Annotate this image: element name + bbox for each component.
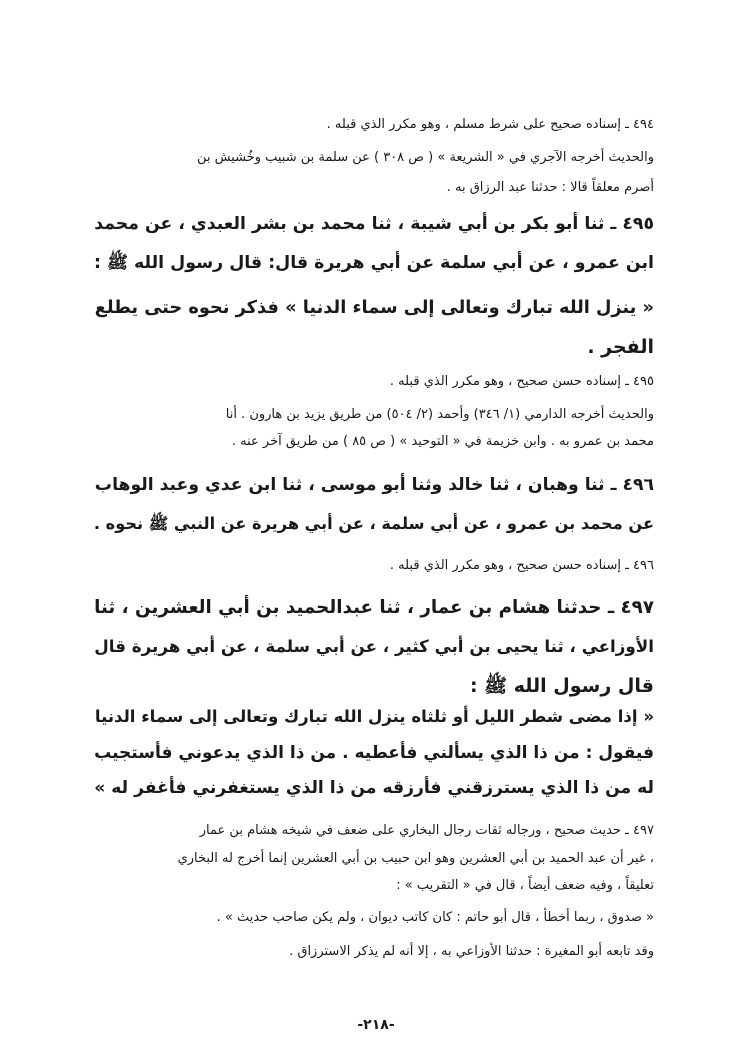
footnote-497-line-5: وقد تابعه أبو المغيرة : حدثنا الأوزاعي به ، إلا أنه لم يذكر الاسترزاق . [289,944,654,959]
hadith-496-line-2: عن محمد بن عمرو ، عن أبي سلمة ، عن أبي هريرة عن النبي ﷺ نحوه . [93,514,654,533]
footnote-494-line-2: والحديث أخرجه الآجري في « الشريعة » ( ص ٣٠٨ ) عن سلمة بن شبيب وخُشيش بن [196,150,654,165]
hadith-495-line-3: « ينزل الله تبارك وتعالى إلى سماء الدنيا » فذكر نحوه حتى يطلع [94,298,654,318]
footnote-497-line-4: « صدوق ، ربما أخطأ ، قال أبو حاتم : كان كاتب ديوان ، ولم يكن صاحب حديث » . [216,910,654,925]
hadith-495-line-4: الفجر . [587,336,654,358]
hadith-497-line-1: ٤٩٧ ـ حدثنا هشام بن عمار ، ثنا عبدالحميد بن أبي العشرين ، ثنا [94,597,654,618]
hadith-497-line-2: الأوزاعي ، ثنا يحيى بن أبي كثير ، عن أبي سلمة ، عن أبي هريرة قال [94,636,654,656]
footnote-495-line-2: والحديث أخرجه الدارمي (١/ ٣٤٦) وأحمد (٢/ ٥٠٤) من طريق يزيد بن هارون . أنا [225,407,654,422]
footnote-497-line-1: ٤٩٧ ـ حديث صحيح ، ورجاله ثقات رجال البخاري على ضعف في شيخه هشام بن عمار [199,823,654,838]
footnote-494-line-1: ٤٩٤ ـ إسناده صحيح على شرط مسلم ، وهو مكرر الذي قبله . [326,117,654,132]
footnote-496-line-1: ٤٩٦ ـ إسناده حسن صحيح ، وهو مكرر الذي قبله . [389,558,654,573]
hadith-497-line-5: فيقول : من ذا الذي يسألني فأعطيه . من ذا الذي يدعوني فأستجيب [94,743,654,763]
hadith-495-line-2: ابن عمرو ، عن أبي سلمة عن أبي هريرة قال: قال رسول الله ﷺ : [94,253,654,273]
hadith-497-line-3: قال رسول الله ﷺ : [469,675,654,697]
hadith-496-line-1: ٤٩٦ ـ ثنا وهبان ، ثنا خالد وثنا أبو موسى ، ثنا ابن عدي وعبد الوهاب [94,475,654,495]
footnote-497-line-3: تعليقاً ، وفيه ضعف أيضاً ، قال في « التقريب » : [396,878,654,893]
footnote-495-line-3: محمد بن عمرو به . وابن خزيمة في « التوحيد » ( ص ٨٥ ) من طريق آخر عنه . [231,434,654,449]
footnote-497-line-2: ، غير أن عبد الحميد بن أبي العشرين وهو ابن حبيب بن أبي العشرين إنما أخرج له البخاري [177,851,654,866]
hadith-495-line-1: ٤٩٥ ـ ثنا أبو بكر بن أبي شيبة ، ثنا محمد بن بشر العبدي ، عن محمد [94,214,654,234]
hadith-497-line-4: « إذا مضى شطر الليل أو ثلثاه ينزل الله تبارك وتعالى إلى سماء الدنيا [94,707,654,726]
page-number: -٢١٨- [357,1017,395,1033]
footnote-494-line-3: أصرم معلقاً قالا : حدثنا عبد الرزاق به . [446,180,654,195]
footnote-495-line-1: ٤٩٥ ـ إسناده حسن صحيح ، وهو مكرر الذي قبله . [389,374,654,389]
hadith-497-line-6: له من ذا الذي يسترزقني فأرزقه من ذا الذي يستغفرني فأغفر له » [94,778,654,798]
